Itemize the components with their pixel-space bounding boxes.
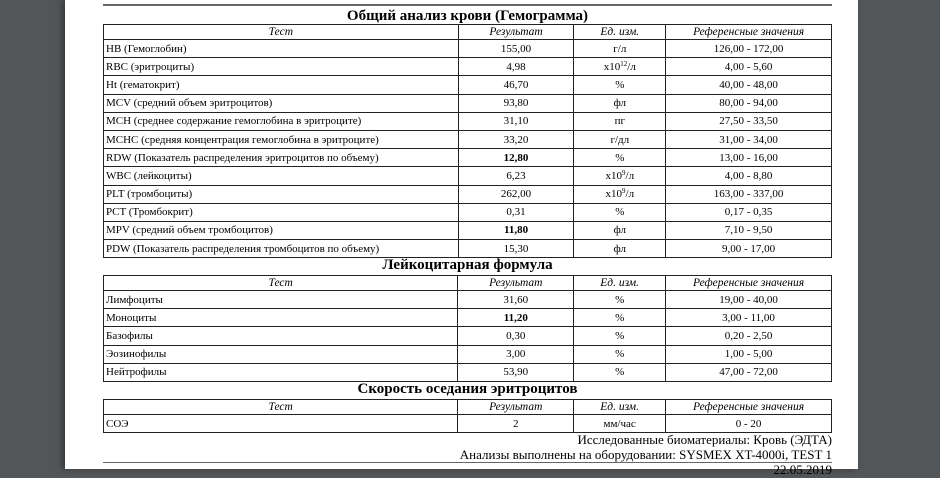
header-ref: Референсные значения [666,400,832,415]
test-name: MCHC (средняя концентрация гемоглобина в эритроците) [104,130,459,148]
result-value: 53,90 [458,363,574,381]
test-name: Лимфоциты [104,291,458,309]
unit-exponent: 12 [620,59,628,68]
table-row [104,415,832,433]
test-name: MCV (средний объем эритроцитов) [104,94,459,112]
test-name: PCT (Тромбокрит) [104,203,459,221]
table-row [104,76,832,94]
header-test: Тест [104,400,458,415]
results-table-leukocyte-formula [103,275,832,382]
unit-base: % [615,293,625,306]
test-name: RBC (эритроциты) [104,58,459,76]
header-ref: Референсные значения [666,276,832,291]
header-result: Результат [458,25,574,40]
unit-tail: /л [625,169,635,182]
test-name: Эозинофилы [104,345,458,363]
unit [574,240,666,258]
unit [574,291,666,309]
header-unit: Ед. изм. [574,276,666,291]
biomaterial-note: Исследованные биоматериалы: Кровь (ЭДТА) [577,432,832,447]
reference-range: 40,00 - 48,00 [666,76,832,94]
unit [574,203,666,221]
result-value: 262,00 [458,185,574,203]
test-name: PLT (тромбоциты) [104,185,459,203]
header-test: Тест [104,25,459,40]
result-value: 0,31 [458,203,574,221]
unit [574,363,666,381]
test-name: MPV (средний объем тромбоцитов) [104,221,459,239]
equipment-note: Анализы выполнены на оборудовании: SYSMEX XT-4000i, TEST 1 [459,447,832,462]
table-row [104,58,832,76]
reference-range: 1,00 - 5,00 [666,345,832,363]
reference-range: 80,00 - 94,00 [666,94,832,112]
table-row [104,291,832,309]
section-title-hemogram: Общий анализ крови (Гемограмма) [346,8,589,24]
reference-range: 13,00 - 16,00 [666,149,832,167]
result-value: 11,80 [458,221,574,239]
unit [574,185,666,203]
document-page [65,0,858,477]
unit [574,309,666,327]
reference-range: 27,50 - 33,50 [666,112,832,130]
table-row [104,112,832,130]
reference-range: 0,20 - 2,50 [666,327,832,345]
result-value: 11,20 [458,309,574,327]
unit-base: x10 [605,169,623,182]
result-value: 12,80 [458,149,574,167]
table-row [104,363,832,381]
top-divider [103,4,832,6]
reference-range: 163,00 - 337,00 [666,185,832,203]
unit-base: % [615,206,625,219]
header-result: Результат [458,400,574,415]
reference-range: 31,00 - 34,00 [666,130,832,148]
unit-base: фл [613,242,626,255]
unit-tail: /л [625,188,635,201]
test-name: Нейтрофилы [104,363,458,381]
table-row [104,221,832,239]
unit [574,94,666,112]
unit-base: x10 [603,60,621,73]
table-row [104,94,832,112]
table-row [104,40,832,58]
table-row [104,309,832,327]
result-value: 31,10 [458,112,574,130]
unit-base: % [615,348,625,361]
reference-range: 19,00 - 40,00 [666,291,832,309]
results-table-esr [103,399,832,433]
table-header [104,400,832,415]
reference-range: 126,00 - 172,00 [666,40,832,58]
unit-base: % [615,151,625,164]
table-row [104,203,832,221]
header-result: Результат [458,276,574,291]
footer-divider [103,462,832,463]
result-value: 4,98 [458,58,574,76]
unit [574,221,666,239]
table-row [104,185,832,203]
unit [574,40,666,58]
header-unit: Ед. изм. [574,400,666,415]
table-row [104,130,832,148]
test-name: HB (Гемоглобин) [104,40,459,58]
test-name: RDW (Показатель распределения эритроцитов по объему) [104,149,459,167]
result-value: 15,30 [458,240,574,258]
result-value: 31,60 [458,291,574,309]
result-value: 3,00 [458,345,574,363]
test-name: СОЭ [104,415,458,433]
unit-base: фл [613,97,626,110]
test-name: MCH (среднее содержание гемоглобина в эритроците) [104,112,459,130]
unit-base: пг [614,115,625,128]
reference-range: 4,00 - 5,60 [666,58,832,76]
unit-base: % [615,78,625,91]
table-row [104,149,832,167]
test-name: WBC (лейкоциты) [104,167,459,185]
table-row [104,167,832,185]
unit-exponent: 9 [622,168,626,177]
unit-base: x10 [605,188,623,201]
section-title-esr: Скорость оседания эритроцитов [357,381,578,397]
unit-tail: /л [627,60,636,73]
result-value: 93,80 [458,94,574,112]
table-row [104,327,832,345]
table-row [104,240,832,258]
header-test: Тест [104,276,458,291]
reference-range: 0 - 20 [666,415,832,433]
unit-base: % [615,311,625,324]
test-name: Базофилы [104,327,458,345]
unit [574,345,666,363]
section-title-leukocyte-formula: Лейкоцитарная формула [382,257,553,273]
header-ref: Референсные значения [666,25,832,40]
result-value: 46,70 [458,76,574,94]
report-date: 22.05.2019 [773,462,832,477]
result-value: 155,00 [458,40,574,58]
table-header [104,25,832,40]
unit [574,112,666,130]
result-value: 6,23 [458,167,574,185]
unit-base: г/л [613,42,627,55]
table-header [104,276,832,291]
unit [574,149,666,167]
unit [574,167,666,185]
unit [574,327,666,345]
test-name: Ht (гематокрит) [104,76,459,94]
unit-base: фл [613,224,626,237]
result-value: 33,20 [458,130,574,148]
result-value: 0,30 [458,327,574,345]
unit [574,415,666,433]
reference-range: 47,00 - 72,00 [666,363,832,381]
test-name: PDW (Показатель распределения тромбоцитов по объему) [104,240,459,258]
unit-base: % [615,329,625,342]
header-unit: Ед. изм. [574,25,666,40]
results-table-hemogram [103,24,832,258]
reference-range: 9,00 - 17,00 [666,240,832,258]
result-value: 2 [458,415,574,433]
reference-range: 3,00 - 11,00 [666,309,832,327]
unit [574,58,666,76]
unit-base: мм/час [603,417,636,430]
unit-base: % [615,366,625,379]
reference-range: 0,17 - 0,35 [666,203,832,221]
unit-base: г/дл [610,133,630,146]
unit [574,76,666,94]
reference-range: 4,00 - 8,80 [666,167,832,185]
reference-range: 7,10 - 9,50 [666,221,832,239]
table-row [104,345,832,363]
test-name: Моноциты [104,309,458,327]
unit [574,130,666,148]
unit-exponent: 9 [622,187,626,196]
